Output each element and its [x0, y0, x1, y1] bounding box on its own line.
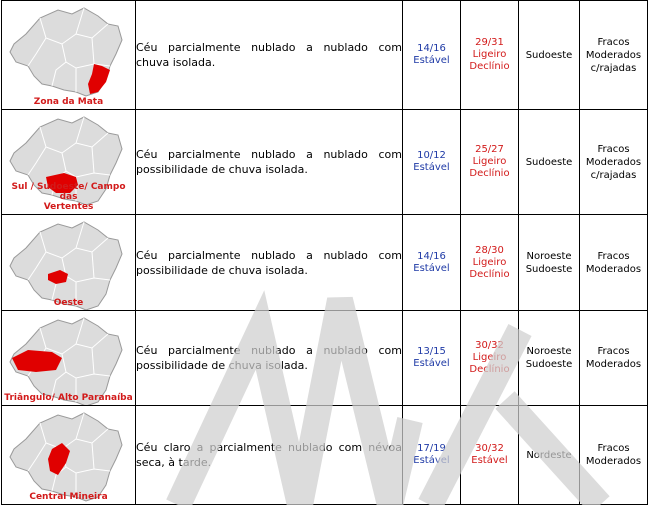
minas-gerais-map-icon: [6, 218, 130, 311]
forecast-description: Céu parcialmente nublado a nublado com chuva isolada.: [136, 1, 403, 110]
temp-max-line: Declínio: [469, 168, 510, 179]
wind-direction-line: Sudoeste: [525, 359, 573, 370]
temp-max-cell: [461, 1, 519, 110]
table-row: [2, 215, 648, 311]
temp-min-line: 14/16: [417, 43, 446, 54]
temp-max-line: 28/30: [475, 244, 504, 256]
temp-max-line: Declínio: [469, 268, 510, 280]
temp-max-line: Estável: [471, 455, 508, 466]
temp-min-line: 10/12: [417, 150, 446, 161]
wind-intensity-line: Moderados: [585, 456, 642, 467]
wind-intensity-line: c/rajadas: [590, 62, 637, 74]
region-line: Zona da Mata: [33, 97, 104, 107]
table-row: [2, 110, 648, 215]
temp-max-line: 30/32: [475, 443, 504, 454]
table-row: [2, 311, 648, 406]
forecast-description: Céu parcialmente nublado a nublado com possibilidade de chuva isolada.: [136, 110, 403, 215]
temp-min-cell: [403, 215, 461, 311]
forecast-description: Céu parcialmente nublado a nublado com possibilidade de chuva isolada.: [136, 311, 403, 406]
wind-intensity-line: Moderados: [585, 156, 642, 168]
table-row: [2, 406, 648, 505]
minas-gerais-map-icon: [6, 314, 130, 406]
wind-intensity-cell: [580, 406, 648, 505]
wind-intensity-line: Moderados: [585, 49, 642, 61]
temp-max-line: 30/32: [475, 340, 504, 351]
temp-min-cell: [403, 406, 461, 505]
wind-intensity-line: Fracos: [597, 36, 630, 48]
temp-min-line: 14/16: [417, 250, 446, 262]
wind-direction-cell: [519, 215, 580, 311]
temp-min-cell: [403, 311, 461, 406]
temp-max-line: Ligeiro: [472, 256, 507, 268]
temp-max-cell: [461, 406, 519, 505]
wind-direction-cell: [519, 406, 580, 505]
wind-intensity-line: Fracos: [597, 346, 630, 357]
wind-direction-line: Nordeste: [526, 449, 572, 461]
forecast-description: Céu claro a parcialmente nublado com névoa seca, à tarde.: [136, 406, 403, 505]
region-map-cell: [2, 311, 136, 406]
temp-max-cell: [461, 110, 519, 215]
temp-min-line: Estável: [413, 55, 450, 66]
temp-min-line: Estável: [413, 262, 450, 274]
region-line: Oeste: [53, 298, 84, 308]
wind-direction-cell: [519, 110, 580, 215]
temp-max-line: Declínio: [469, 61, 510, 72]
forecast-table-body: [2, 1, 648, 505]
temp-max-line: Ligeiro: [472, 352, 507, 363]
wind-intensity-cell: [580, 110, 648, 215]
table-row: [2, 1, 648, 110]
temp-min-line: Estável: [413, 162, 450, 173]
wind-direction-line: Noroeste: [526, 250, 572, 262]
temp-max-line: Ligeiro: [472, 156, 507, 167]
wind-intensity-cell: [580, 311, 648, 406]
temp-max-line: 29/31: [475, 37, 504, 48]
region-map-cell: [2, 1, 136, 110]
region-map-cell: [2, 215, 136, 311]
wind-intensity-line: Moderados: [585, 359, 642, 370]
region-label: [2, 97, 135, 107]
temp-min-cell: [403, 1, 461, 110]
wind-direction-cell: [519, 311, 580, 406]
temp-max-line: Declínio: [469, 364, 510, 375]
wind-direction-line: Noroeste: [526, 346, 572, 357]
temp-min-cell: [403, 110, 461, 215]
temp-min-line: 17/19: [417, 443, 446, 454]
wind-direction-line: Sudoeste: [525, 49, 573, 61]
minas-gerais-map-icon: [6, 4, 130, 100]
region-line: Sul / Sudoeste/ Campo das: [11, 182, 126, 202]
wind-intensity-line: c/rajadas: [590, 169, 637, 181]
region-map-cell: [2, 110, 136, 215]
region-map-cell: [2, 406, 136, 505]
region-label: [2, 298, 135, 308]
temp-max-cell: [461, 311, 519, 406]
wind-intensity-line: Moderados: [585, 263, 642, 275]
region-label: [2, 393, 135, 403]
temp-max-line: 25/27: [475, 144, 504, 155]
temp-max-cell: [461, 215, 519, 311]
region-label: [2, 182, 135, 212]
wind-intensity-line: Fracos: [597, 143, 630, 155]
wind-direction-cell: [519, 1, 580, 110]
wind-direction-line: Sudoeste: [525, 156, 573, 168]
wind-intensity-cell: [580, 1, 648, 110]
minas-gerais-map-icon: [6, 409, 130, 505]
region-label: [2, 492, 135, 502]
region-line: Central Mineira: [29, 492, 108, 502]
wind-direction-line: Sudoeste: [525, 263, 573, 275]
temp-max-line: Ligeiro: [472, 49, 507, 60]
region-line: Vertentes: [43, 202, 94, 212]
region-line: Triângulo/ Alto Paranaíba: [4, 393, 133, 403]
temp-min-line: Estável: [413, 358, 450, 369]
forecast-description: Céu parcialmente nublado a nublado com possibilidade de chuva isolada.: [136, 215, 403, 311]
temp-min-line: 13/15: [417, 346, 446, 357]
wind-intensity-line: Fracos: [597, 443, 630, 454]
wind-intensity-line: Fracos: [597, 250, 630, 262]
temp-min-line: Estável: [413, 455, 450, 466]
forecast-table: [1, 0, 648, 505]
wind-intensity-cell: [580, 215, 648, 311]
